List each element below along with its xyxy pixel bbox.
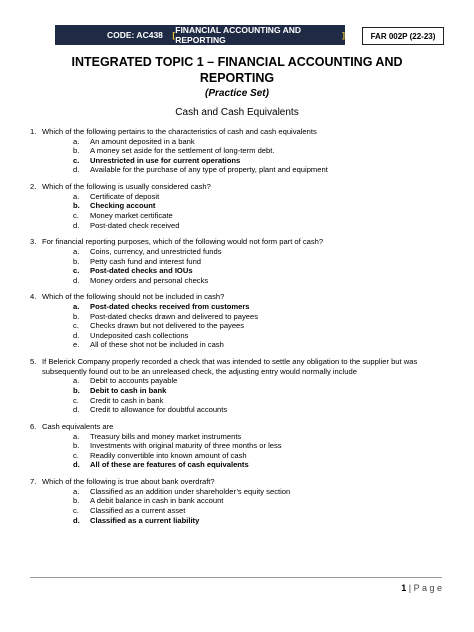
answer-option (73, 137, 450, 147)
option-text: Readily convertible into known amount of cash (90, 450, 247, 460)
option-text: Credit to cash in bank (90, 395, 164, 405)
option-letter: c. (73, 155, 80, 165)
answer-option-correct (73, 201, 450, 211)
answer-option (73, 247, 450, 257)
question-item (30, 477, 450, 525)
question-number: 3. (30, 237, 37, 247)
option-text: Post-dated check received (90, 220, 180, 230)
page-separator: | (406, 583, 414, 593)
answer-option (73, 432, 450, 442)
question-number: 6. (30, 421, 37, 431)
course-code: CODE: AC438 (107, 30, 163, 40)
answer-option (73, 441, 450, 451)
answer-option (73, 340, 450, 350)
question-text: For financial reporting purposes, which of the following would not form part of cash? (42, 237, 324, 247)
answer-option (73, 211, 450, 221)
option-letter: d. (73, 220, 80, 230)
option-text: Coins, currency, and unrestricted funds (90, 246, 222, 256)
answer-option (73, 321, 450, 331)
question-text: Which of the following should not be included in cash? (42, 292, 225, 302)
question-text: Which of the following is true about bank overdraft? (42, 477, 215, 487)
answer-option-correct (73, 302, 450, 312)
question-number: 7. (30, 477, 37, 487)
subject-title: FINANCIAL ACCOUNTING AND REPORTING (175, 25, 302, 45)
page-number: 1 (401, 583, 407, 593)
option-letter: b. (73, 201, 80, 211)
question-item (30, 237, 450, 285)
option-text: All of these shot not be included in cash (90, 340, 224, 350)
option-letter: d. (73, 275, 80, 285)
answer-option-correct (73, 460, 450, 470)
option-letter: d. (73, 460, 80, 470)
option-letter: b. (73, 441, 80, 451)
option-letter: a. (73, 376, 80, 386)
option-text: All of these are features of cash equivalents (90, 460, 249, 470)
answer-option (73, 506, 450, 516)
header-bar (55, 25, 345, 45)
option-letter: a. (73, 486, 80, 496)
answer-option (73, 221, 450, 231)
bracket-open: [ (172, 30, 176, 40)
answer-option (73, 496, 450, 506)
option-letter: c. (73, 505, 79, 515)
option-letter: a. (73, 246, 80, 256)
question-item (30, 292, 450, 350)
option-text: Available for the purchase of any type of property, plant and equipment (90, 165, 328, 175)
answer-option (73, 192, 450, 202)
question-list (30, 127, 450, 532)
question-number: 2. (30, 182, 37, 192)
question-number: 5. (30, 357, 37, 367)
question-item (30, 182, 450, 230)
answer-option-correct (73, 386, 450, 396)
option-letter: c. (73, 266, 80, 276)
option-text: Debit to accounts payable (90, 376, 178, 386)
question-item (30, 422, 450, 470)
option-letter: a. (73, 136, 80, 146)
option-text: Petty cash fund and interest fund (90, 256, 202, 266)
document-title: INTEGRATED TOPIC 1 – FINANCIAL ACCOUNTING AND REPORTING (71, 55, 403, 85)
answer-option (73, 487, 450, 497)
option-letter: d. (73, 165, 80, 175)
option-text: Money market certificate (90, 210, 173, 220)
option-text: Unrestricted in use for current operations (90, 155, 241, 165)
option-letter: a. (73, 191, 80, 201)
answer-option (73, 276, 450, 286)
answer-option (73, 331, 450, 341)
answer-option (73, 405, 450, 415)
answer-option-correct (73, 266, 450, 276)
option-text: Undeposited cash collections (90, 330, 189, 340)
option-text: Classified as an addition under shareholder’s equity section (90, 486, 291, 496)
answer-option-correct (73, 516, 450, 526)
document-subtitle: (Practice Set) (205, 88, 269, 99)
option-letter: b. (73, 146, 80, 156)
far-code-box: FAR 002P (22-23) (362, 27, 444, 45)
question-item (30, 357, 450, 415)
option-text: Investments with original maturity of three months or less (90, 441, 282, 451)
option-text: Post-dated checks and IOUs (90, 266, 193, 276)
option-letter: c. (73, 450, 79, 460)
bracket-close: ] (342, 30, 345, 40)
page-label: P a g e (413, 583, 442, 593)
option-letter: c. (73, 321, 79, 331)
option-text: Debit to cash in bank (90, 386, 167, 395)
option-text: A money set aside for the settlement of long-term debt. (90, 146, 275, 156)
option-text: Classified as a current liability (90, 515, 200, 525)
option-text: Post-dated checks drawn and delivered to payees (90, 311, 259, 321)
answer-option (73, 257, 450, 267)
option-text: Credit to allowance for doubtful accounts (90, 405, 228, 415)
option-letter: a. (73, 302, 80, 312)
option-text: Certificate of deposit (90, 191, 160, 201)
option-letter: c. (73, 395, 79, 405)
answer-option (73, 451, 450, 461)
answer-option (73, 312, 450, 322)
option-text: Checking account (90, 201, 156, 211)
option-text: Money orders and personal checks (90, 275, 209, 285)
option-letter: b. (73, 256, 80, 266)
option-letter: d. (73, 515, 80, 525)
option-letter: b. (73, 496, 80, 506)
question-text: Which of the following pertains to the characteristics of cash and cash equivalents (42, 127, 317, 136)
option-text: An amount deposited in a bank (90, 136, 195, 146)
option-letter: e. (73, 340, 80, 350)
question-text: If Belerick Company properly recorded a check that was intended to settle any obligation to the supplier but was subsequently found out to be an unreleased check, the adjusting entry would normally include (42, 357, 418, 376)
option-letter: d. (73, 330, 80, 340)
option-text: Classified as a current asset (90, 505, 186, 515)
option-text: Treasury bills and money market instruments (90, 431, 242, 441)
option-text: Post-dated checks received from customers (90, 302, 250, 312)
section-heading: Cash and Cash Equivalents (175, 107, 299, 118)
option-letter: c. (73, 210, 79, 220)
answer-option (73, 146, 450, 156)
option-letter: d. (73, 405, 80, 415)
page-footer (401, 583, 442, 593)
answer-option (73, 396, 450, 406)
question-number: 4. (30, 292, 37, 302)
answer-option (73, 165, 450, 175)
question-text: Which of the following is usually considered cash? (42, 182, 211, 192)
footer-divider (30, 577, 442, 578)
question-number: 1. (30, 127, 37, 136)
option-letter: b. (73, 311, 80, 321)
question-item (30, 127, 450, 175)
question-text: Cash equivalents are (42, 421, 114, 431)
option-text: Checks drawn but not delivered to the payees (90, 321, 245, 331)
answer-option (73, 376, 450, 386)
option-text: A debit balance in cash in bank account (90, 496, 224, 506)
option-letter: a. (73, 431, 80, 441)
option-letter: b. (73, 386, 80, 395)
answer-option-correct (73, 156, 450, 166)
